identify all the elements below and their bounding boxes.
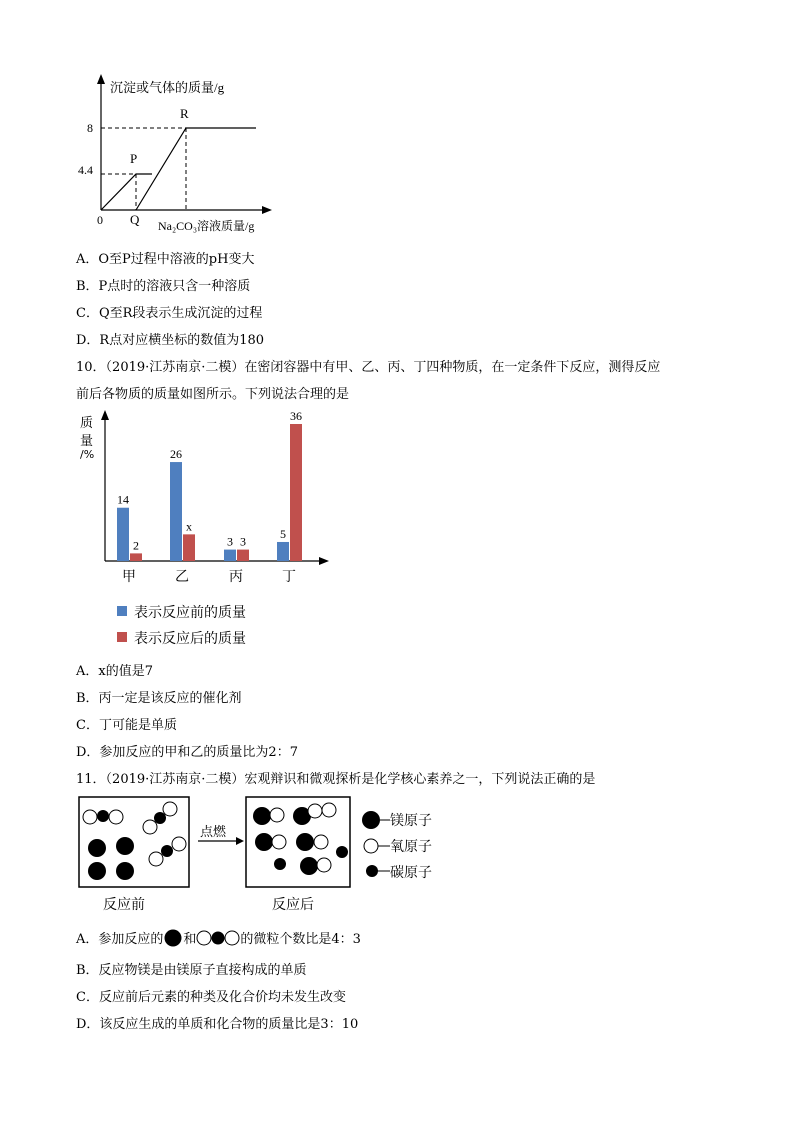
category-label-2: 丙 [229,569,243,585]
oxygen-atom [109,810,123,824]
oxygen-atom [83,810,97,824]
magnesium-atom [116,862,134,880]
legend-before-swatch [117,606,127,616]
bar-before-1 [170,462,182,561]
co2-molecule-icon [196,929,240,947]
magnesium-atom [88,862,106,880]
q11-option-a [76,928,361,947]
oxygen-atom [314,835,328,849]
bar-before-0 [117,508,129,561]
q11-option-b: B．反应物镁是由镁原子直接构成的单质 [76,963,307,978]
oxygen-atom [270,808,284,822]
after-label: 反应后 [272,897,314,913]
bar-label-before-3: 5 [280,526,286,541]
q10-stem-line2: 前后各物质的质量如图所示。下列说法合理的是 [76,387,350,402]
carbon-atom [274,858,286,870]
q11-option-a-suffix: 的微粒个数比是4：3 [240,932,361,947]
magnesium-atom [253,807,271,825]
chart1-tick-8: 8 [87,121,93,135]
q11-option-a-and: 和 [183,932,197,947]
legend-carbon-icon [366,865,378,877]
chart1-point-p: P [130,151,138,166]
category-label-0: 甲 [122,569,136,585]
chart2-ylabel-1: 质 [80,416,94,431]
legend-oxygen-label: 氧原子 [390,839,432,855]
bar-label-after-0: 2 [133,538,139,553]
chart1-x-arrow [262,206,272,214]
chart2-x-arrow [319,557,329,565]
chart1-point-q: Q [130,212,140,227]
oxygen-atom [143,820,157,834]
carbon-atom [161,845,173,857]
legend-carbon-label: 碳原子 [390,865,432,881]
chart1-figure [70,70,300,240]
q11-option-c: C．反应前后元素的种类及化合价均未发生改变 [76,990,346,1005]
bar-after-0 [130,553,142,561]
legend-before-label: 表示反应前的质量 [134,605,246,621]
q11-option-a-prefix: A．参加反应的 [76,932,164,947]
bar-label-after-2: 3 [240,534,246,549]
bar-label-after-3: 36 [290,409,302,423]
bar-before-3 [277,542,289,561]
q9-option-c: C．Q至R段表示生成沉淀的过程 [76,306,263,321]
legend-after-label: 表示反应后的质量 [134,631,246,647]
chart1-xlabel: Na₂CO₃溶液质量/g [158,219,255,233]
magnesium-atom [116,837,134,855]
q10-option-a: A．x的值是7 [76,664,153,679]
bar-label-before-2: 3 [227,534,233,549]
oxygen-atom [172,837,186,851]
q9-option-b: B．P点时的溶液只含一种溶质 [76,279,251,294]
chart1-gas-line [101,174,152,210]
q10-option-b: B．丙一定是该反应的催化剂 [76,691,242,706]
legend-magnesium-icon [362,811,380,829]
before-label: 反应前 [103,897,145,913]
bar-after-3 [290,424,302,561]
bar-after-2 [237,550,249,561]
magnesium-atom [300,857,318,875]
q9-option-a: A．O至P过程中溶液的pH变大 [76,252,255,267]
bar-label-before-1: 26 [170,447,182,462]
q11-stem: 11．（2019·江苏南京·二模）宏观辩识和微观探析是化学核心素养之一，下列说法正确的是 [76,772,596,787]
reaction-diagram [78,796,458,891]
magnesium-atom [296,833,314,851]
chart1-origin: 0 [97,213,103,227]
legend-magnesium-label: 镁原子 [390,813,432,829]
legend-after-swatch [117,632,127,642]
oxygen-atom [163,802,177,816]
chart2-ylabel-2: 量 [80,434,94,449]
reaction-arrow-head [236,837,244,845]
chart2-figure [95,408,335,588]
oxygen-atom [272,835,286,849]
oxygen-atom [322,803,336,817]
oxygen-atom [308,804,322,818]
q10-stem-line1: 10．（2019·江苏南京·二模）在密闭容器中有甲、乙、丙、丁四种物质，在一定条件下反应，测得反应 [76,360,661,375]
carbon-atom [154,812,166,824]
bar-before-2 [224,550,236,561]
arrow-label: 点燃 [200,825,227,840]
chart1-ylabel: 沉淀或气体的质量/g [110,80,225,95]
carbon-atom [336,846,348,858]
magnesium-atom [88,839,106,857]
bar-label-after-1: x [186,519,192,534]
oxygen-atom [149,852,163,866]
q9-option-d: D．R点对应横坐标的数值为180 [76,333,265,348]
category-label-3: 丁 [282,569,296,585]
q10-option-c: C．丁可能是单质 [76,718,177,733]
magnesium-atom [255,833,273,851]
chart1-point-r: R [180,106,189,121]
chart1-y-arrow [97,74,105,84]
bar-label-before-0: 14 [117,492,129,507]
q10-option-d: D．参加反应的甲和乙的质量比为2：7 [76,745,298,760]
oxygen-atom [317,858,331,872]
magnesium-particle-icon [163,929,183,947]
chart2-y-arrow [101,410,109,420]
bar-after-1 [183,534,195,561]
category-label-1: 乙 [175,569,189,585]
q11-option-d: D．该反应生成的单质和化合物的质量比是3：10 [76,1017,359,1032]
legend-oxygen-icon [364,839,378,853]
chart2-ylabel-3: /% [80,448,95,461]
carbon-atom [97,810,109,822]
chart1-tick-44: 4.4 [78,163,93,177]
chart1-precipitate-line [136,128,256,210]
